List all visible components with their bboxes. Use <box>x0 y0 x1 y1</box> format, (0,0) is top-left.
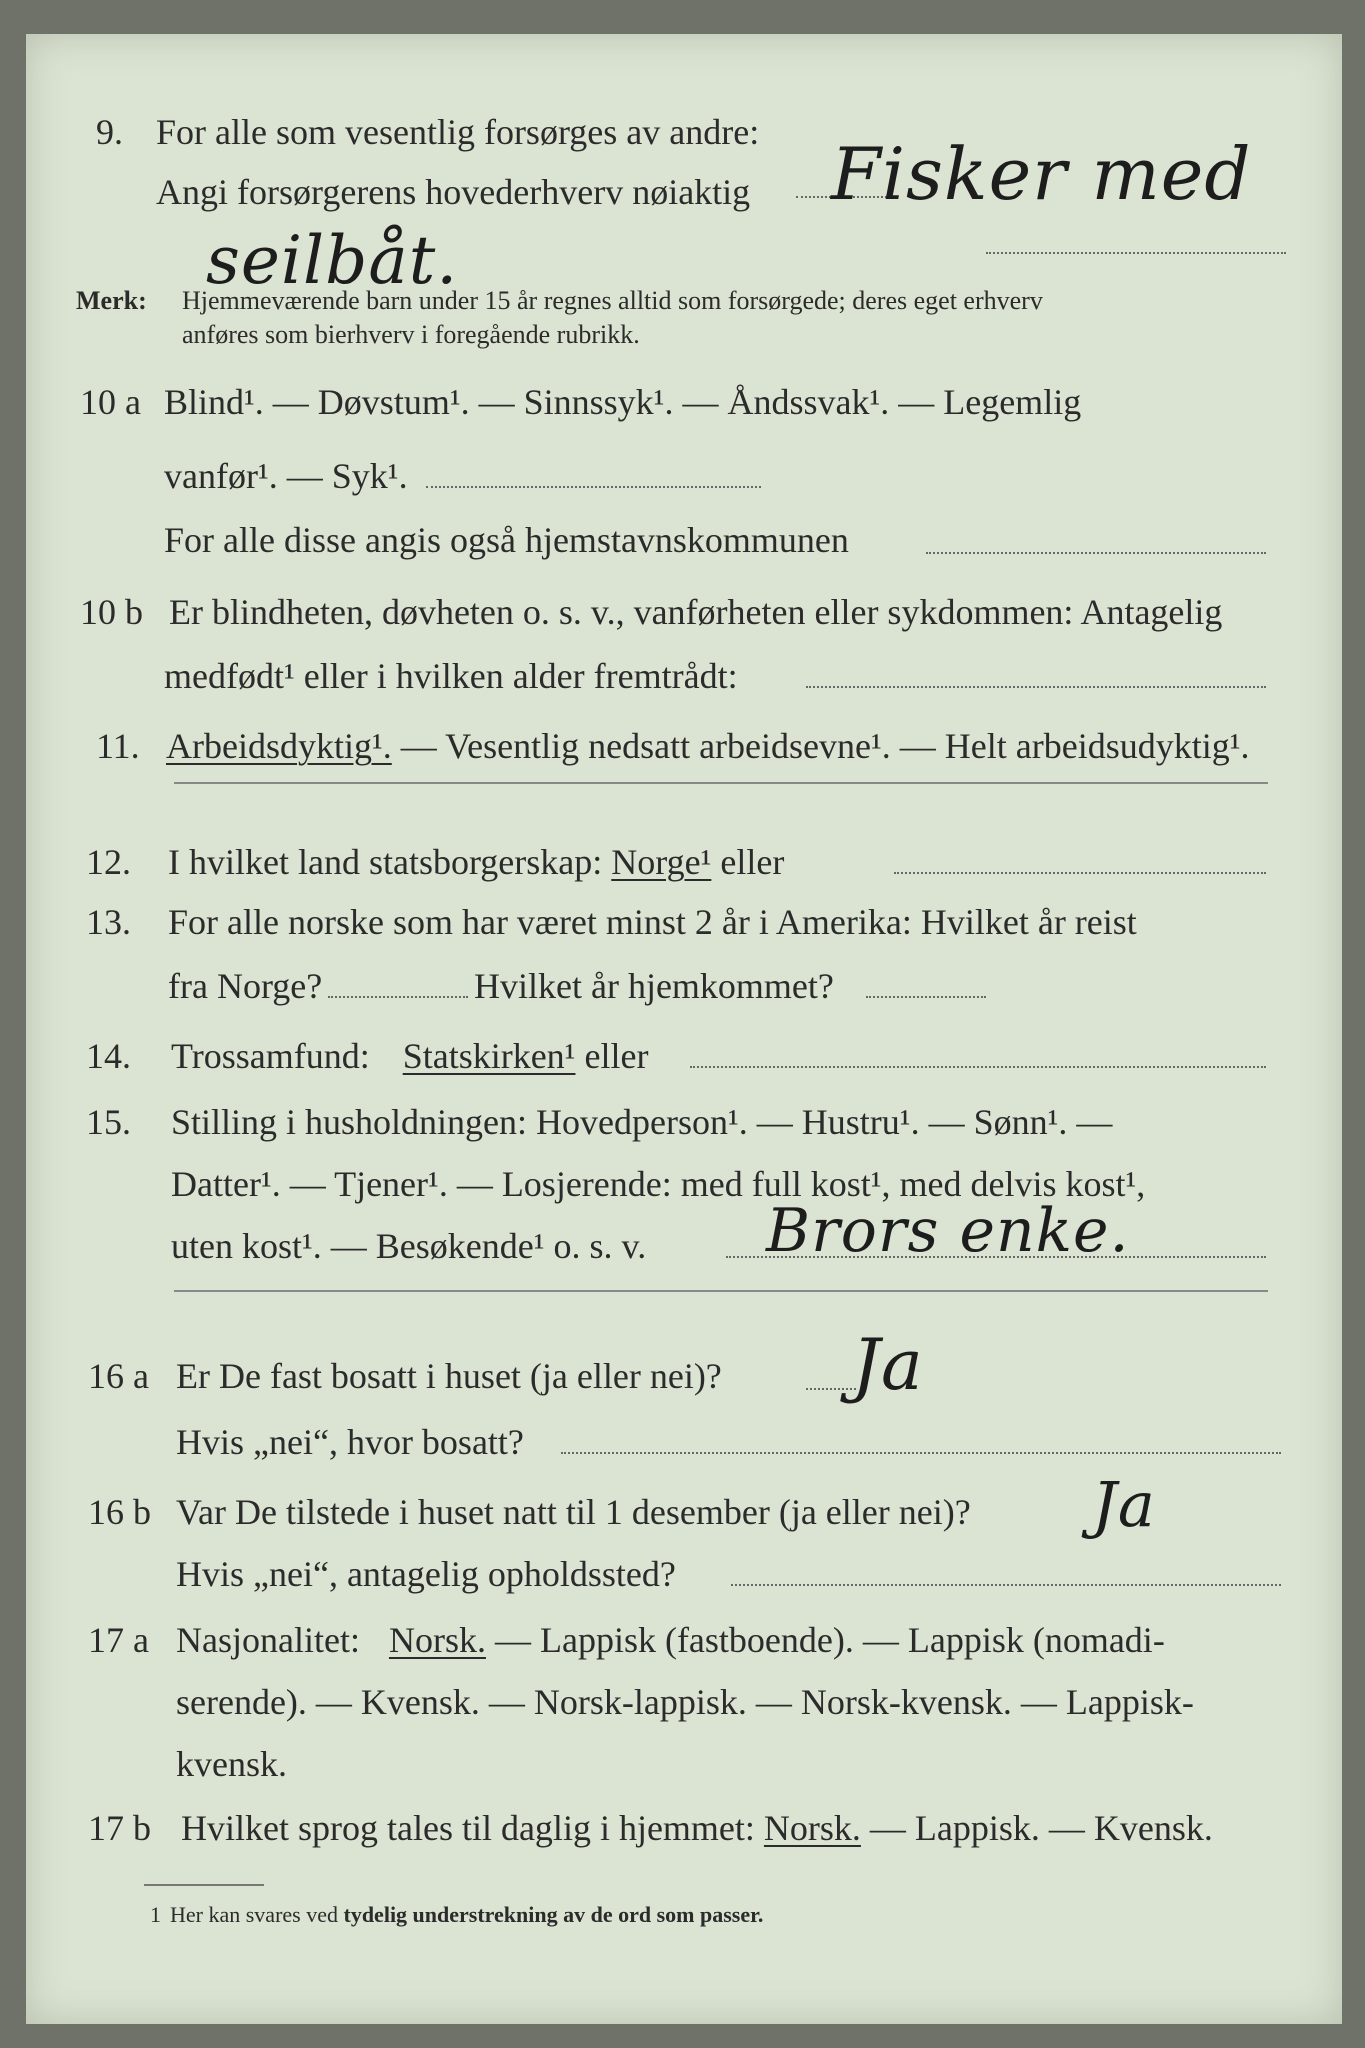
footnote-mark: 1 <box>150 1902 161 1927</box>
q15-question: Stilling i husholdningen: Hovedperson¹. — Hustru¹. — Sønn¹. — <box>171 1102 1113 1142</box>
merk-text-1: Hjemmeværende barn under 15 år regnes alltid som forsørgede; deres eget erhverv <box>182 286 1043 315</box>
q10b-number: 10 b <box>80 592 143 632</box>
q10a-question-2: vanfør¹. — Syk¹. <box>164 456 408 496</box>
q16a-answer-line <box>806 1388 856 1390</box>
q12-else: eller <box>720 842 785 882</box>
q9-question: For alle som vesentlig forsørges av andre: <box>156 112 760 152</box>
q14-else: eller <box>584 1036 649 1076</box>
q17a-options-3: kvensk. <box>176 1744 287 1784</box>
q11-answer-line <box>174 782 1268 784</box>
q16a-number: 16 a <box>88 1356 149 1396</box>
q10a-question-3: For alle disse angis også hjemstavnskommunen <box>164 520 849 560</box>
q10a-answer-line <box>426 486 761 488</box>
merk-text-2: anføres som bierhverv i foregående rubrikk. <box>182 320 640 349</box>
q15-question-3: uten kost¹. — Besøkende¹ o. s. v. <box>171 1226 647 1266</box>
q10a-answer-line-2 <box>926 552 1266 554</box>
q13-question-3: Hvilket år hjemkommet? <box>474 966 834 1006</box>
q12-number: 12. <box>86 842 131 882</box>
q16b-number: 16 b <box>88 1492 151 1532</box>
q15-question-2: Datter¹. — Tjener¹. — Losjerende: med full kost¹, med delvis kost¹, <box>171 1164 1146 1204</box>
q17a-number: 17 a <box>88 1620 149 1660</box>
footnote-text: Her kan svares ved <box>170 1902 338 1927</box>
q12-question: I hvilket land statsborgerskap: <box>168 842 603 882</box>
q9-question-2: Angi forsørgerens hovederhverv nøiaktig <box>156 172 751 212</box>
q16a-answer-line-2 <box>561 1452 1281 1454</box>
q9-number: 9. <box>96 112 123 152</box>
q12-selected-answer: Norge¹ <box>611 842 712 882</box>
footnote-rule <box>144 1884 264 1886</box>
q9-answer-2: seilbåt. <box>206 222 459 299</box>
form-page <box>26 34 1342 2024</box>
q13-number: 13. <box>86 902 131 942</box>
q9-answer-1: Fisker med <box>831 132 1252 216</box>
q15-number: 15. <box>86 1102 131 1142</box>
q13-answer-line-2 <box>866 996 986 998</box>
q15-answer: Brors enke. <box>766 1196 1130 1266</box>
q16a-question-2: Hvis „nei“, hvor bosatt? <box>176 1422 524 1462</box>
q17b-question: Hvilket sprog tales til daglig i hjemmet: <box>181 1808 755 1848</box>
q16b-answer: Ja <box>1092 1468 1156 1541</box>
q11-number: 11. <box>96 726 140 766</box>
q16b-question: Var De tilstede i huset natt til 1 desember (ja eller nei)? <box>176 1492 971 1532</box>
q14-selected-answer: Statskirken¹ <box>402 1036 576 1076</box>
q16b-question-2: Hvis „nei“, antagelig opholdssted? <box>176 1554 676 1594</box>
q17a-options-2: serende). — Kvensk. — Norsk-lappisk. — Norsk-kvensk. — Lappisk- <box>176 1682 1194 1722</box>
q16a-answer: Ja <box>852 1324 924 1406</box>
q10b-question-2: medfødt¹ eller i hvilken alder fremtrådt: <box>164 656 738 696</box>
q14-number: 14. <box>86 1036 131 1076</box>
q14-answer-line <box>690 1066 1266 1068</box>
q15-answer-line-2 <box>174 1290 1268 1292</box>
q17a-question: Nasjonalitet: <box>176 1620 360 1660</box>
q10a-number: 10 a <box>80 382 141 422</box>
q10b-question: Er blindheten, døvheten o. s. v., vanførheten eller sykdommen: Antagelig <box>169 592 1223 632</box>
q16a-question: Er De fast bosatt i huset (ja eller nei)? <box>176 1356 722 1396</box>
merk-label: Merk: <box>76 286 147 315</box>
q13-answer-line-1 <box>328 996 468 998</box>
q17b-number: 17 b <box>88 1808 151 1848</box>
footnote-bold-text: tydelig understrekning av de ord som passer. <box>343 1902 764 1927</box>
q17a-selected-answer: Norsk. <box>388 1620 486 1660</box>
q16b-answer-line <box>731 1584 1281 1586</box>
q9-answer-line-2 <box>986 252 1286 254</box>
q17b-selected-answer: Norsk. <box>763 1808 861 1848</box>
q11-selected-answer: Arbeidsdyktig¹. <box>166 726 392 766</box>
q10a-question: Blind¹. — Døvstum¹. — Sinnssyk¹. — Åndssvak¹. — Legemlig <box>164 382 1082 422</box>
q14-question: Trossamfund: <box>171 1036 370 1076</box>
q13-question-2: fra Norge? <box>168 966 323 1006</box>
q17b-options: — Lappisk. — Kvensk. <box>869 1808 1213 1848</box>
q15-answer-line <box>726 1256 1266 1258</box>
q12-answer-line <box>894 872 1266 874</box>
q17a-options: — Lappisk (fastboende). — Lappisk (nomadi- <box>494 1620 1165 1660</box>
q11-options: — Vesentlig nedsatt arbeidsevne¹. — Helt arbeidsudyktig¹. <box>400 726 1250 766</box>
q10b-answer-line <box>806 686 1266 688</box>
q13-question: For alle norske som har været minst 2 år i Amerika: Hvilket år reist <box>168 902 1137 942</box>
